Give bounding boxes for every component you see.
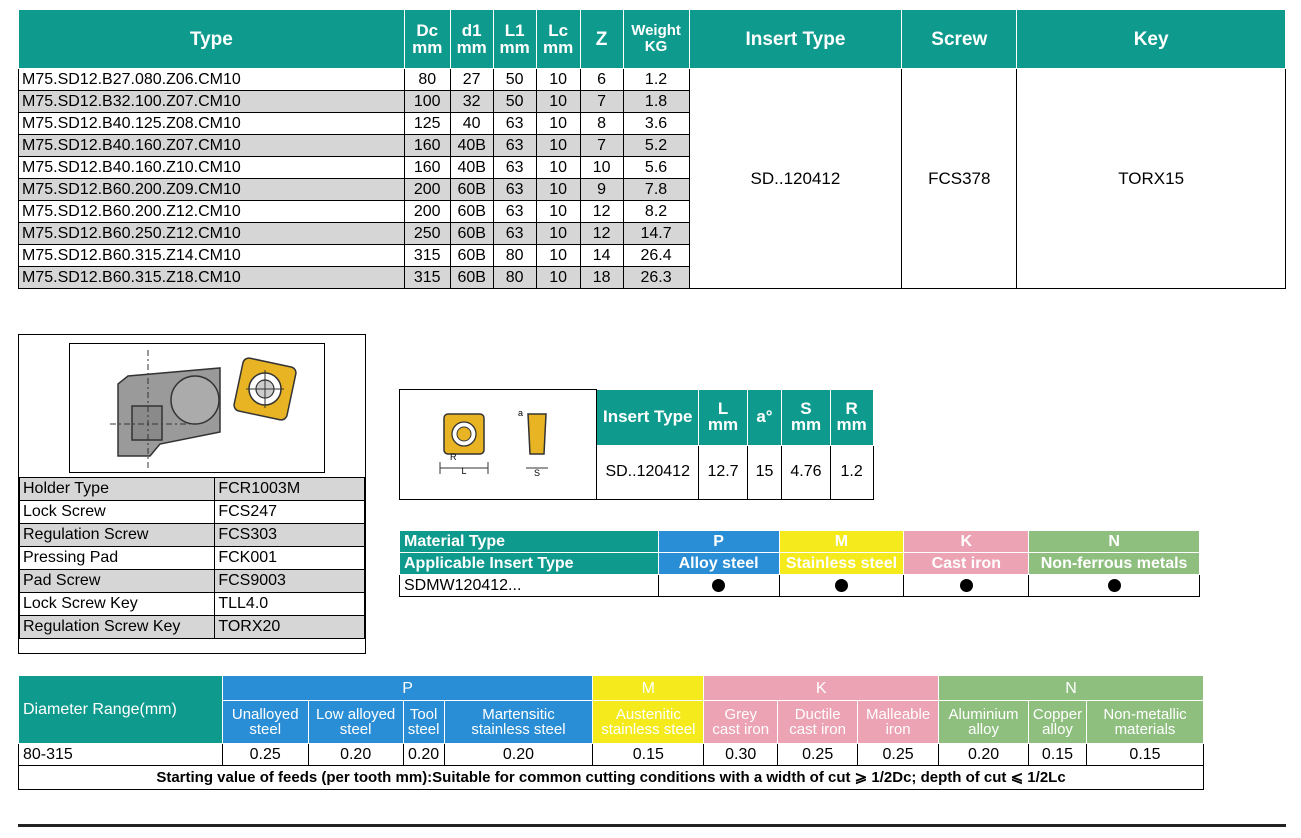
- cell-d1: 40B: [450, 157, 493, 179]
- holder-row: [20, 593, 365, 616]
- cell-l1: 50: [493, 69, 536, 91]
- feed-material-9: Copper alloy: [1029, 701, 1087, 744]
- cell-d1: 60B: [450, 201, 493, 223]
- feed-value-5: 0.30: [704, 744, 778, 766]
- cell-l1: 63: [493, 113, 536, 135]
- insert-drawing-svg: [400, 390, 596, 494]
- holder-value: FCS303: [215, 524, 365, 547]
- feed-value-6: 0.25: [778, 744, 858, 766]
- header-d1: d1 mm: [450, 10, 493, 69]
- material-name-m: Stainless steel: [779, 553, 904, 575]
- insert-code: SDMW120412...: [400, 575, 659, 597]
- material-name-n: Non-ferrous metals: [1029, 553, 1200, 575]
- cell-lc: 10: [536, 113, 580, 135]
- feed-note-row: [19, 766, 1204, 790]
- insert-dim-r-label: R: [450, 452, 457, 462]
- cell-weight: 1.2: [623, 69, 689, 91]
- feed-material-10: Non-metallic materials: [1086, 701, 1203, 744]
- applicable-dot-m: [779, 575, 904, 597]
- cell-type: M75.SD12.B60.200.Z09.CM10: [19, 179, 405, 201]
- table-row: [19, 69, 1286, 91]
- cell-d1: 60B: [450, 245, 493, 267]
- header-type: Type: [19, 10, 405, 69]
- cell-lc: 10: [536, 179, 580, 201]
- cell-type: M75.SD12.B27.080.Z06.CM10: [19, 69, 405, 91]
- cell-l1: 63: [493, 157, 536, 179]
- holder-value: FCS247: [215, 501, 365, 524]
- cell-l1: 63: [493, 223, 536, 245]
- cell-z: 9: [580, 179, 623, 201]
- cell-type: M75.SD12.B60.250.Z12.CM10: [19, 223, 405, 245]
- feed-value-1: 0.20: [308, 744, 403, 766]
- cell-lc: 10: [536, 245, 580, 267]
- cell-type: M75.SD12.B32.100.Z07.CM10: [19, 91, 405, 113]
- cell-type: M75.SD12.B40.125.Z08.CM10: [19, 113, 405, 135]
- insert-header-a: a°: [747, 390, 782, 446]
- insert-header-s: S mm: [782, 390, 830, 446]
- cell-z: 18: [580, 267, 623, 289]
- cell-z: 14: [580, 245, 623, 267]
- header-weight: Weight KG: [623, 10, 689, 69]
- feed-value-10: 0.15: [1086, 744, 1203, 766]
- insert-value-r: 1.2: [830, 445, 873, 500]
- cell-z: 10: [580, 157, 623, 179]
- material-code-m: M: [779, 531, 904, 553]
- holder-value: FCR1003M: [215, 478, 365, 501]
- insert-value-l: 12.7: [699, 445, 747, 500]
- cell-weight: 26.4: [623, 245, 689, 267]
- holder-row: [20, 616, 365, 639]
- holder-row: [20, 570, 365, 593]
- cell-type: M75.SD12.B60.200.Z12.CM10: [19, 201, 405, 223]
- feed-material-6: Ductile cast iron: [778, 701, 858, 744]
- header-lc: Lc mm: [536, 10, 580, 69]
- applicable-dot-icon: [960, 579, 973, 592]
- holder-row: [20, 547, 365, 570]
- cell-l1: 63: [493, 201, 536, 223]
- cell-d1: 60B: [450, 179, 493, 201]
- cell-l1: 80: [493, 267, 536, 289]
- holder-label: Regulation Screw: [20, 524, 215, 547]
- cell-dc: 100: [404, 91, 450, 113]
- applicable-dot-p: [658, 575, 779, 597]
- insert-header-type: Insert Type: [597, 390, 699, 446]
- feed-material-0: Unalloyed steel: [222, 701, 308, 744]
- feed-rate-table: [18, 675, 1204, 790]
- insert-value-type: SD..120412: [597, 445, 699, 500]
- feed-value-9: 0.15: [1029, 744, 1087, 766]
- cell-lc: 10: [536, 201, 580, 223]
- insert-dim-s-label: S: [533, 468, 541, 478]
- insert-dimension-table: [399, 389, 874, 500]
- cell-z: 7: [580, 135, 623, 157]
- cell-weight: 5.6: [623, 157, 689, 179]
- holder-label: Lock Screw Key: [20, 593, 215, 616]
- feed-material-5: Grey cast iron: [704, 701, 778, 744]
- cell-d1: 60B: [450, 223, 493, 245]
- holder-label: Holder Type: [20, 478, 215, 501]
- cell-dc: 160: [404, 135, 450, 157]
- feed-material-4: Austenitic stainless steel: [593, 701, 704, 744]
- insert-header-r: R mm: [830, 390, 873, 446]
- material-insert-row: [400, 575, 1200, 597]
- material-code-n: N: [1029, 531, 1200, 553]
- material-code-p: P: [658, 531, 779, 553]
- cell-weight: 7.8: [623, 179, 689, 201]
- cell-type: M75.SD12.B60.315.Z18.CM10: [19, 267, 405, 289]
- cell-dc: 80: [404, 69, 450, 91]
- cell-dc: 315: [404, 245, 450, 267]
- header-key: Key: [1017, 10, 1286, 69]
- merged-insert-type: SD..120412: [689, 69, 902, 289]
- pressing-pad-shape: [132, 406, 162, 440]
- merged-key: TORX15: [1017, 69, 1286, 289]
- applicable-insert-label: Applicable Insert Type: [400, 553, 659, 575]
- material-name-row: [400, 553, 1200, 575]
- cell-z: 7: [580, 91, 623, 113]
- feed-material-8: Aluminium alloy: [939, 701, 1029, 744]
- cell-d1: 60B: [450, 267, 493, 289]
- feed-value-4: 0.15: [593, 744, 704, 766]
- holder-row: [20, 524, 365, 547]
- header-z: Z: [580, 10, 623, 69]
- feed-material-1: Low alloyed steel: [308, 701, 403, 744]
- feed-value-0: 0.25: [222, 744, 308, 766]
- material-name-p: Alloy steel: [658, 553, 779, 575]
- cell-z: 12: [580, 201, 623, 223]
- cell-l1: 50: [493, 91, 536, 113]
- feed-note: Starting value of feeds (per tooth mm):Suitable for common cutting conditions with a width of cut ⩾ 1/2Dc; depth of cut ⩽ 1/2Lc: [19, 766, 1204, 790]
- feed-group-row: [19, 676, 1204, 701]
- cell-d1: 40: [450, 113, 493, 135]
- header-insert-type: Insert Type: [689, 10, 902, 69]
- cell-lc: 10: [536, 157, 580, 179]
- cell-lc: 10: [536, 135, 580, 157]
- insert-drawing-cell: [400, 390, 597, 500]
- feed-value-8: 0.20: [939, 744, 1029, 766]
- cutter-spec-table: [18, 9, 1286, 289]
- holder-label: Pad Screw: [20, 570, 215, 593]
- table-header-row: [19, 10, 1286, 69]
- holder-label: Pressing Pad: [20, 547, 215, 570]
- holder-drawing: [69, 343, 325, 473]
- cell-weight: 3.6: [623, 113, 689, 135]
- cell-dc: 200: [404, 201, 450, 223]
- diameter-range-header: Diameter Range(mm): [19, 676, 223, 744]
- cell-weight: 5.2: [623, 135, 689, 157]
- holder-row: [20, 501, 365, 524]
- header-screw: Screw: [902, 10, 1017, 69]
- holder-value: FCK001: [215, 547, 365, 570]
- cell-weight: 8.2: [623, 201, 689, 223]
- cell-d1: 27: [450, 69, 493, 91]
- lock-screw-shape: [171, 376, 219, 424]
- cell-z: 8: [580, 113, 623, 135]
- cell-type: M75.SD12.B60.315.Z14.CM10: [19, 245, 405, 267]
- holder-label: Regulation Screw Key: [20, 616, 215, 639]
- feed-value-7: 0.25: [858, 744, 939, 766]
- applicable-dot-icon: [1108, 579, 1121, 592]
- cell-dc: 160: [404, 157, 450, 179]
- feed-value-3: 0.20: [444, 744, 593, 766]
- holder-value: FCS9003: [215, 570, 365, 593]
- holder-label: Lock Screw: [20, 501, 215, 524]
- feed-group-k: K: [704, 676, 939, 701]
- cell-type: M75.SD12.B40.160.Z10.CM10: [19, 157, 405, 179]
- cell-l1: 63: [493, 179, 536, 201]
- feed-group-p: P: [222, 676, 593, 701]
- cell-weight: 14.7: [623, 223, 689, 245]
- header-dc: Dc mm: [404, 10, 450, 69]
- applicable-dot-k: [904, 575, 1029, 597]
- material-code-row: [400, 531, 1200, 553]
- material-applicability-table: [399, 530, 1200, 597]
- cell-lc: 10: [536, 91, 580, 113]
- cell-weight: 26.3: [623, 267, 689, 289]
- applicable-dot-n: [1029, 575, 1200, 597]
- material-code-k: K: [904, 531, 1029, 553]
- diameter-range-value: 80-315: [19, 744, 223, 766]
- cell-type: M75.SD12.B40.160.Z07.CM10: [19, 135, 405, 157]
- applicable-dot-icon: [835, 579, 848, 592]
- cell-dc: 250: [404, 223, 450, 245]
- cell-l1: 80: [493, 245, 536, 267]
- holder-value: TLL4.0: [215, 593, 365, 616]
- insert-side-view: [528, 414, 546, 454]
- cell-l1: 63: [493, 135, 536, 157]
- material-name-k: Cast iron: [904, 553, 1029, 575]
- holder-value: TORX20: [215, 616, 365, 639]
- feed-group-m: M: [593, 676, 704, 701]
- cell-weight: 1.8: [623, 91, 689, 113]
- header-l1: L1 mm: [493, 10, 536, 69]
- cell-dc: 315: [404, 267, 450, 289]
- holder-components-box: [18, 334, 366, 654]
- cell-d1: 40B: [450, 135, 493, 157]
- insert-value-a: 15: [747, 445, 782, 500]
- bottom-rule: [18, 824, 1286, 827]
- insert-dim-a-label: a: [518, 408, 524, 418]
- cell-lc: 10: [536, 267, 580, 289]
- cell-dc: 125: [404, 113, 450, 135]
- feed-group-n: N: [939, 676, 1204, 701]
- cell-dc: 200: [404, 179, 450, 201]
- cell-lc: 10: [536, 69, 580, 91]
- cell-d1: 32: [450, 91, 493, 113]
- cell-z: 6: [580, 69, 623, 91]
- insert-header-l: L mm: [699, 390, 747, 446]
- cell-lc: 10: [536, 223, 580, 245]
- insert-value-s: 4.76: [782, 445, 830, 500]
- feed-material-2: Tool steel: [403, 701, 444, 744]
- insert-dim-l-label: L: [461, 466, 467, 476]
- feed-value-2: 0.20: [403, 744, 444, 766]
- feed-value-row: [19, 744, 1204, 766]
- material-type-label: Material Type: [400, 531, 659, 553]
- holder-components-table: [19, 477, 365, 639]
- cell-z: 12: [580, 223, 623, 245]
- holder-row: [20, 478, 365, 501]
- applicable-dot-icon: [712, 579, 725, 592]
- holder-drawing-svg: [70, 344, 324, 472]
- merged-screw: FCS378: [902, 69, 1017, 289]
- feed-material-3: Martensitic stainless steel: [444, 701, 593, 744]
- feed-material-7: Malleable iron: [858, 701, 939, 744]
